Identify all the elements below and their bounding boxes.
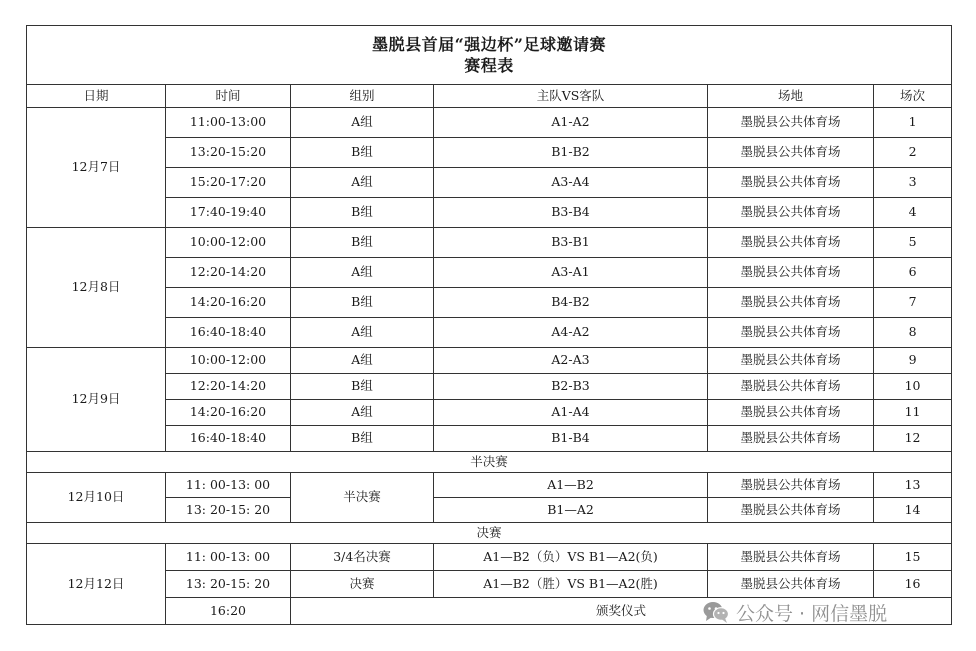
venue-cell: 墨脱县公共体育场 [708, 374, 874, 400]
time-cell: 11:00-13:00 [166, 108, 291, 138]
match-cell: B2-B3 [434, 374, 708, 400]
match-cell: B1—A2 [434, 498, 708, 523]
table-row [27, 198, 952, 228]
venue-cell: 墨脱县公共体育场 [708, 571, 874, 598]
match-cell: A4-A2 [434, 318, 708, 348]
watermark-text: 公众号 · 网信墨脱 [736, 602, 888, 625]
venue-cell: 墨脱县公共体育场 [708, 426, 874, 452]
ceremony-time-cell: 16:20 [166, 598, 291, 625]
date-cell: 12月9日 [27, 348, 166, 452]
time-cell: 13:20-15:20 [166, 138, 291, 168]
header-match: 主队VS客队 [434, 85, 708, 108]
venue-cell: 墨脱县公共体育场 [708, 108, 874, 138]
venue-cell: 墨脱县公共体育场 [708, 400, 874, 426]
venue-cell: 墨脱县公共体育场 [708, 288, 874, 318]
time-cell: 14:20-16:20 [166, 288, 291, 318]
match-no-cell: 16 [874, 571, 952, 598]
group-cell: B组 [291, 426, 434, 452]
table-row [27, 498, 952, 523]
table-row [27, 288, 952, 318]
time-cell: 16:40-18:40 [166, 318, 291, 348]
match-no-cell: 3 [874, 168, 952, 198]
group-cell: B组 [291, 138, 434, 168]
header-row [27, 85, 952, 108]
match-cell: A2-A3 [434, 348, 708, 374]
table-row [27, 348, 952, 374]
venue-cell: 墨脱县公共体育场 [708, 318, 874, 348]
venue-cell: 墨脱县公共体育场 [708, 348, 874, 374]
time-cell: 16:40-18:40 [166, 426, 291, 452]
table-row [27, 426, 952, 452]
match-cell: A3-A4 [434, 168, 708, 198]
time-cell: 14:20-16:20 [166, 400, 291, 426]
date-cell: 12月7日 [27, 108, 166, 228]
header-match-no: 场次 [874, 85, 952, 108]
table-row [27, 571, 952, 598]
match-no-cell: 14 [874, 498, 952, 523]
match-cell: B3-B1 [434, 228, 708, 258]
header-group: 组别 [291, 85, 434, 108]
group-cell: 决赛 [291, 571, 434, 598]
schedule-table [26, 25, 952, 625]
group-cell: B组 [291, 374, 434, 400]
time-cell: 13: 20-15: 20 [166, 571, 291, 598]
title-line-2: 赛程表 [464, 56, 514, 75]
match-no-cell: 1 [874, 108, 952, 138]
match-cell: B1-B4 [434, 426, 708, 452]
table-row [27, 228, 952, 258]
match-no-cell: 15 [874, 544, 952, 571]
date-cell: 12月8日 [27, 228, 166, 348]
venue-cell: 墨脱县公共体育场 [708, 138, 874, 168]
group-cell: A组 [291, 318, 434, 348]
date-cell: 12月12日 [27, 544, 166, 625]
group-cell: B组 [291, 198, 434, 228]
match-cell: A1—B2 [434, 473, 708, 498]
group-cell: B组 [291, 288, 434, 318]
match-cell: B1-B2 [434, 138, 708, 168]
venue-cell: 墨脱县公共体育场 [708, 228, 874, 258]
table-row [27, 473, 952, 498]
match-no-cell: 4 [874, 198, 952, 228]
group-cell: A组 [291, 108, 434, 138]
wechat-watermark [702, 598, 887, 626]
time-cell: 11: 00-13: 00 [166, 473, 291, 498]
ceremony-label-cell: 颁奖仪式 [291, 598, 952, 625]
group-cell: 3/4名决赛 [291, 544, 434, 571]
section-row-final [27, 523, 952, 544]
match-no-cell: 9 [874, 348, 952, 374]
table-row [27, 544, 952, 571]
table-row [27, 138, 952, 168]
time-cell: 12:20-14:20 [166, 374, 291, 400]
header-venue: 场地 [708, 85, 874, 108]
venue-cell: 墨脱县公共体育场 [708, 544, 874, 571]
title-line-1: 墨脱县首届“强边杯”足球邀请赛 [372, 35, 606, 54]
match-cell: A3-A1 [434, 258, 708, 288]
table-row [27, 108, 952, 138]
match-cell: B4-B2 [434, 288, 708, 318]
match-cell: A1—B2（负）VS B1—A2(负) [434, 544, 708, 571]
time-cell: 10:00-12:00 [166, 348, 291, 374]
time-cell: 13: 20-15: 20 [166, 498, 291, 523]
date-cell: 12月10日 [27, 473, 166, 523]
match-no-cell: 10 [874, 374, 952, 400]
match-no-cell: 13 [874, 473, 952, 498]
venue-cell: 墨脱县公共体育场 [708, 198, 874, 228]
table-row [27, 168, 952, 198]
header-time: 时间 [166, 85, 291, 108]
section-label-semifinal: 半决赛 [27, 452, 952, 473]
time-cell: 10:00-12:00 [166, 228, 291, 258]
wechat-icon [702, 600, 730, 624]
group-cell: A组 [291, 400, 434, 426]
group-cell: A组 [291, 258, 434, 288]
match-no-cell: 5 [874, 228, 952, 258]
venue-cell: 墨脱县公共体育场 [708, 258, 874, 288]
group-cell: B组 [291, 228, 434, 258]
match-cell: A1—B2（胜）VS B1—A2(胜) [434, 571, 708, 598]
match-no-cell: 12 [874, 426, 952, 452]
time-cell: 11: 00-13: 00 [166, 544, 291, 571]
time-cell: 12:20-14:20 [166, 258, 291, 288]
match-cell: A1-A4 [434, 400, 708, 426]
schedule-sheet [26, 25, 951, 627]
match-no-cell: 2 [874, 138, 952, 168]
match-no-cell: 8 [874, 318, 952, 348]
venue-cell: 墨脱县公共体育场 [708, 498, 874, 523]
table-row [27, 374, 952, 400]
section-row-semifinal [27, 452, 952, 473]
time-cell: 17:40-19:40 [166, 198, 291, 228]
group-cell: 半决赛 [291, 473, 434, 523]
match-cell: B3-B4 [434, 198, 708, 228]
table-row [27, 400, 952, 426]
group-cell: A组 [291, 348, 434, 374]
table-row [27, 318, 952, 348]
match-no-cell: 6 [874, 258, 952, 288]
venue-cell: 墨脱县公共体育场 [708, 473, 874, 498]
match-no-cell: 7 [874, 288, 952, 318]
header-date: 日期 [27, 85, 166, 108]
match-no-cell: 11 [874, 400, 952, 426]
match-cell: A1-A2 [434, 108, 708, 138]
table-row [27, 258, 952, 288]
section-label-final: 决赛 [27, 523, 952, 544]
group-cell: A组 [291, 168, 434, 198]
time-cell: 15:20-17:20 [166, 168, 291, 198]
venue-cell: 墨脱县公共体育场 [708, 168, 874, 198]
table-title [27, 26, 952, 85]
